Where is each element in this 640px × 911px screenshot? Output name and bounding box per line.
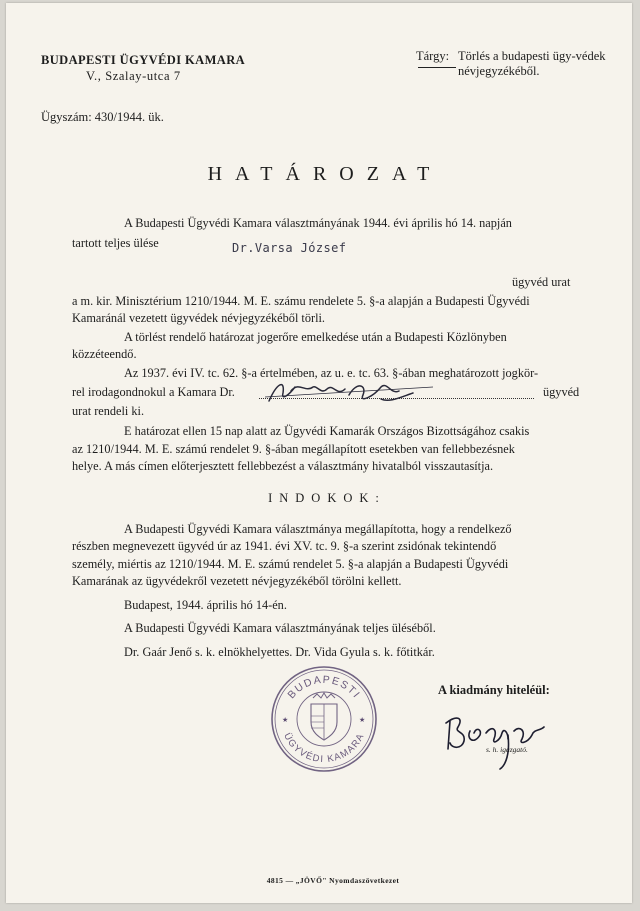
decision-line-6: A törlést rendelő határozat jogerőre emelkedése után a Budapesti Közlönyben <box>124 330 507 344</box>
printer-imprint: 4815 — „JÖVŐ" Nyomdaszövetkezet <box>266 876 400 885</box>
chamber-name: BUDAPESTI ÜGYVÉDI KAMARA <box>41 53 246 67</box>
seal-text-bottom: ÜGYVÉDI KAMARA <box>281 731 367 766</box>
reasons-line-1: A Budapesti Ügyvédi Kamara választmánya megállapította, hogy a rendelkező <box>124 522 512 536</box>
decision-line-3: ügyvéd urat <box>512 275 571 289</box>
place-date: Budapest, 1944. április hó 14-én. <box>124 598 287 612</box>
seal-star-left: ★ <box>282 716 289 724</box>
session-line: A Budapesti Ügyvédi Kamara választmányának teljes üléséből. <box>124 621 436 635</box>
chamber-seal-stamp <box>269 664 379 774</box>
decision-line-12: az 1210/1944. M. E. számú rendelet 9. §-ában megállapított esetekben van fellebbezésnek <box>72 442 515 456</box>
decision-line-9: rel irodagondnokul a Kamara Dr. <box>72 385 235 399</box>
seal-text-top: BUDAPESTI <box>285 673 363 702</box>
subject-underline <box>418 67 456 68</box>
subject-label: Tárgy: <box>416 49 450 63</box>
decision-line-9b: ügyvéd <box>543 385 580 399</box>
decision-line-8: Az 1937. évi IV. tc. 62. §-a értelmében, az u. e. tc. 63. §-ában meghatározott jogkör- <box>124 366 539 380</box>
typed-lawyer-name: Dr.Varsa József <box>232 241 347 255</box>
decision-line-5: Kamaránál vezetett ügyvédek névjegyzékéből törli. <box>72 311 325 325</box>
decision-line-7: közzéteendő. <box>72 347 137 361</box>
decision-line-4: a m. kir. Minisztérium 1210/1944. M. E. számu rendelete 5. §-a alapján a Budapesti Ügyvédi <box>72 294 530 308</box>
reasons-line-4: Kamarának az ügyvédekről vezetett névjegyzékéből törölni kellett. <box>72 574 402 588</box>
decision-line-10: urat rendeli ki. <box>72 404 145 418</box>
document-title: HATÁROZAT <box>207 163 443 185</box>
director-signature <box>436 701 556 771</box>
reasons-line-3: személy, miértis az 1210/1944. M. E. számú rendelet 5. §-a alapján a Budapesti Ügyvédi <box>72 557 509 571</box>
certified-label: A kiadmány hiteléül: <box>438 683 550 697</box>
reasons-heading: INDOKOK: <box>268 491 386 505</box>
decision-line-2: tartott teljes ülése <box>72 236 159 250</box>
decision-line-13: helye. A más címen előterjesztett fellebbezést a választmány hivatalból visszautasítja. <box>72 459 494 473</box>
case-number: Ügyszám: 430/1944. ük. <box>41 110 164 124</box>
subject-text: Törlés a budapesti ügy-védek névjegyzékéből. <box>458 49 606 78</box>
signature-caption: s. h. igazgató. <box>486 745 528 754</box>
chamber-address: V., Szalay-utca 7 <box>86 69 181 83</box>
decision-line-11: E határozat ellen 15 nap alatt az Ügyvédi Kamarák Országos Bizottságához csakis <box>124 424 530 438</box>
document-page <box>6 3 632 903</box>
handwritten-custodian-name <box>263 375 443 409</box>
reasons-line-2: részben megnevezett ügyvéd úr az 1941. évi XV. tc. 9. §-a szerint zsidónak tekintendő <box>72 539 497 553</box>
decision-line-1: A Budapesti Ügyvédi Kamara választmányának 1944. évi április hó 14. napján <box>124 216 512 230</box>
signatories-line: Dr. Gaár Jenő s. k. elnökhelyettes. Dr. Vida Gyula s. k. főtitkár. <box>124 645 435 659</box>
seal-star-right: ★ <box>359 716 366 724</box>
